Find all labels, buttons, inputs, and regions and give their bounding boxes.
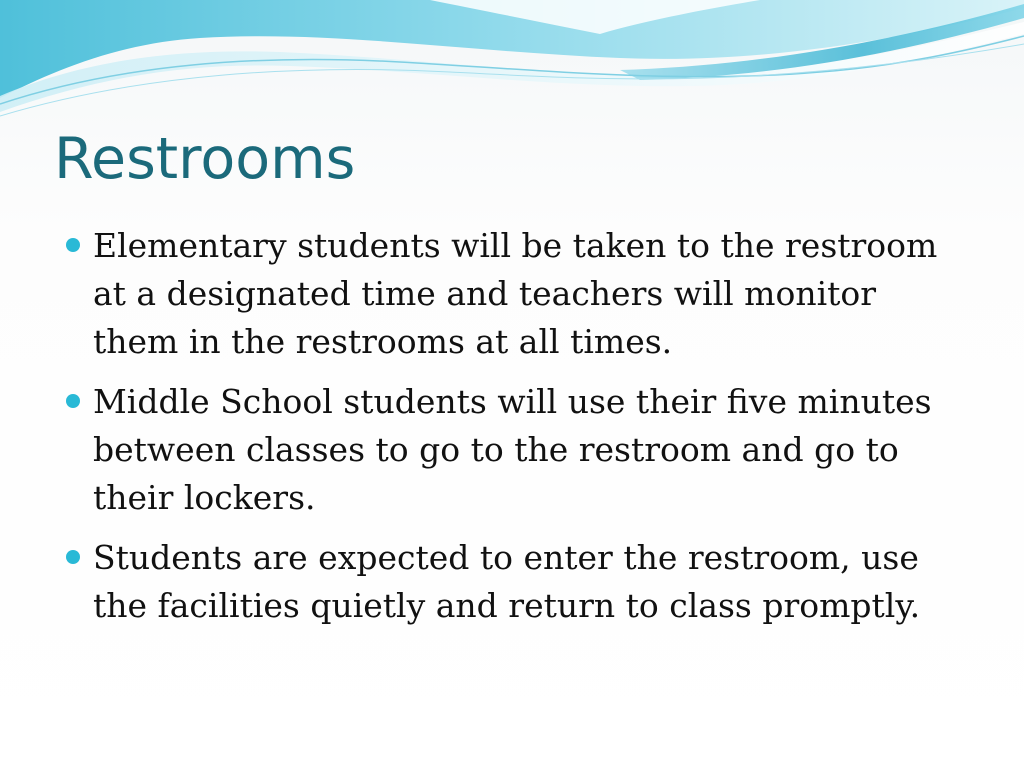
bullet-text: Students are expected to enter the restroom, use the facilities quietly and return to class promptly. — [93, 538, 921, 625]
list-item — [66, 378, 966, 522]
bullet-icon — [66, 550, 80, 564]
bullet-text: Elementary students will be taken to the restroom at a designated time and teachers will monitor them in the restrooms at all times. — [93, 226, 938, 361]
bullet-text: Middle School students will use their five minutes between classes to go to the restroom and go to their lockers. — [93, 382, 932, 517]
bullet-list — [66, 222, 966, 642]
wave-banner-decoration — [0, 0, 1024, 125]
list-item — [66, 222, 966, 366]
slide-title: Restrooms — [54, 126, 356, 192]
bullet-icon — [66, 394, 80, 408]
list-item — [66, 534, 966, 630]
bullet-icon — [66, 238, 80, 252]
